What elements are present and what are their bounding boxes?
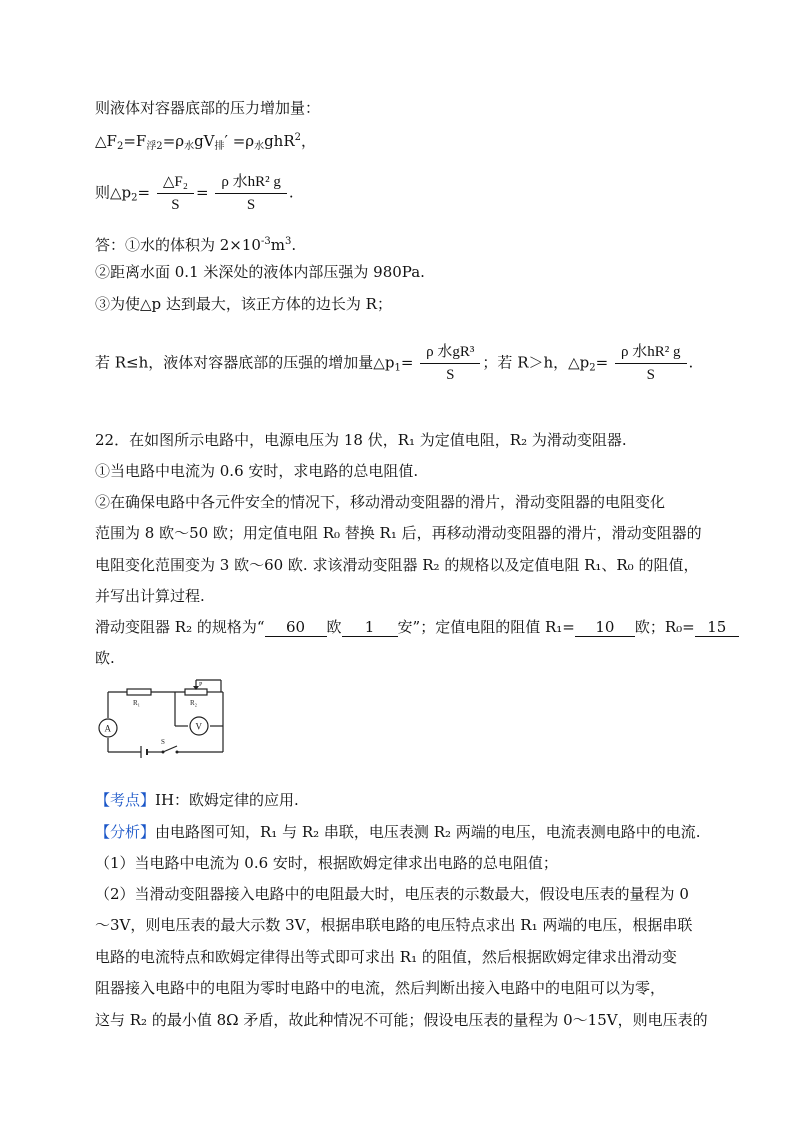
text: 若 R≤h，液体对容器底部的压强的增加量△p (95, 353, 395, 372)
kaodian-tag: 【考点】 (95, 791, 156, 809)
text: . (291, 236, 297, 254)
denominator: S (446, 367, 455, 383)
subscript: 1 (394, 362, 401, 374)
superscript: 2 (294, 132, 302, 143)
superscript: 3 (284, 236, 292, 247)
analysis-line: 阻器接入电路中的电阻为零时电路中的电流，然后判断出接入电路中的电阻可以为零， (95, 979, 666, 997)
question-stem: 22．在如图所示电路中，电源电压为 18 伏，R₁ 为定值电阻，R₂ 为滑动变阻器. (95, 431, 627, 449)
answer-line (95, 617, 739, 637)
subscript: 水 (184, 141, 195, 152)
text: ， (301, 132, 317, 150)
numerator: ρ 水gR³ (420, 342, 480, 364)
subscript: 2 (116, 141, 124, 152)
analysis-line: （2）当滑动变阻器接入电路中的电阻最大时，电压表的示数最大，假设电压表的量程为 0 (95, 885, 689, 903)
text: m (270, 236, 285, 254)
fenxi-text: 由电路图可知，R₁ 与 R₂ 串联，电压表测 R₂ 两端的电压，电流表测电路中的电流. (155, 823, 701, 841)
answer-line: ②距离水面 0.1 米深处的液体内部压强为 980Pa. (95, 263, 425, 281)
text: ′ =ρ (224, 132, 255, 150)
switch-contact (176, 751, 179, 754)
question-part: 范围为 8 欧～50 欧；用定值电阻 R₀ 替换 R₁ 后，再移动滑动变阻器的滑片，滑动变阻器的 (95, 524, 702, 542)
subscript: 2 (589, 362, 596, 374)
fraction (615, 342, 687, 385)
text: = (195, 183, 209, 202)
resistor-r1 (127, 689, 151, 695)
r1-label: R₁ (133, 699, 141, 707)
answer-line: ③为使△p 达到最大，该正方体的边长为 R； (95, 295, 392, 313)
formula-line (95, 128, 316, 157)
numerator: ρ 水hR² g (215, 172, 287, 194)
circuit-diagram (95, 676, 235, 758)
text: 安”；定值电阻的阻值 R₁= (397, 618, 575, 636)
numerator: ρ 水hR² g (615, 342, 687, 364)
answer-line (95, 232, 296, 255)
text: . (688, 353, 694, 372)
text: = (400, 353, 414, 372)
answer-blank: 10 (575, 618, 635, 637)
formula-line (95, 342, 693, 385)
text: = (595, 353, 609, 372)
question-part: ②在确保电路中各元件安全的情况下，移动滑动变阻器的滑片，滑动变阻器的电阻变化 (95, 493, 666, 511)
fraction (420, 342, 480, 385)
text: 滑动变阻器 R₂ 的规格为“ (95, 618, 265, 636)
answer-blank: 15 (695, 618, 739, 637)
kaodian-line (95, 790, 299, 810)
question-part: 电阻变化范围变为 3 欧～60 欧. 求该滑动变阻器 R₂ 的规格以及定值电阻 R₁、R₀ 的阻值， (95, 556, 699, 574)
denominator: S (171, 197, 180, 213)
r2-label: R₂ (190, 699, 198, 707)
text: ；若 R＞h，△p (482, 353, 590, 372)
text: 欧；R₀= (634, 618, 695, 636)
subscript: 排 (214, 141, 225, 152)
answer-blank: 1 (342, 618, 398, 637)
subscript: 浮2 (146, 141, 163, 152)
text: . (288, 183, 294, 202)
subscript: 2 (131, 192, 138, 204)
text: =F (123, 132, 147, 150)
fraction (215, 172, 287, 215)
switch-lever (163, 746, 177, 752)
question-part: ①当电路中电流为 0.6 安时，求电路的总电阻值. (95, 462, 419, 480)
text: ghR (264, 132, 295, 150)
text: = (137, 183, 151, 202)
text: gV (194, 132, 215, 150)
analysis-line: 电路的电流特点和欧姆定律得出等式即可求出 R₁ 的阻值，然后根据欧姆定律求出滑动变 (95, 948, 677, 966)
text: △F (95, 132, 117, 150)
text: =ρ (162, 132, 185, 150)
slider-label: P (199, 682, 203, 688)
superscript: -3 (260, 236, 271, 247)
denominator: S (646, 367, 655, 383)
denominator: S (246, 197, 256, 213)
fraction (157, 172, 194, 215)
analysis-line: 这与 R₂ 的最小值 8Ω 矛盾，故此种情况不可能；假设电压表的量程为 0～15V，则电压表的 (95, 1011, 708, 1029)
voltmeter-label: V (195, 721, 202, 732)
kaodian-text: IH：欧姆定律的应用. (155, 791, 299, 809)
fenxi-line (95, 822, 701, 842)
text: 答：①水的体积为 2×10 (95, 236, 261, 254)
subscript: 水 (254, 141, 265, 152)
formula-line (95, 172, 294, 215)
text: 则△p (95, 183, 132, 202)
answer-line: 欧. (95, 649, 115, 667)
ammeter-label: A (104, 723, 111, 734)
numerator: △F₂ (157, 172, 194, 194)
text: 欧 (326, 618, 342, 636)
question-part: 并写出计算过程. (95, 587, 205, 605)
answer-blank: 60 (265, 618, 327, 637)
analysis-line: （1）当电路中电流为 0.6 安时，根据欧姆定律求出电路的总电阻值； (95, 854, 558, 872)
switch-label: S (161, 738, 165, 746)
analysis-line: ～3V，则电压表的最大示数 3V，根据串联电路的电压特点求出 R₁ 两端的电压，根据串联 (95, 916, 693, 934)
text-line: 则液体对容器底部的压力增加量： (95, 99, 321, 117)
fenxi-tag: 【分析】 (95, 823, 156, 841)
